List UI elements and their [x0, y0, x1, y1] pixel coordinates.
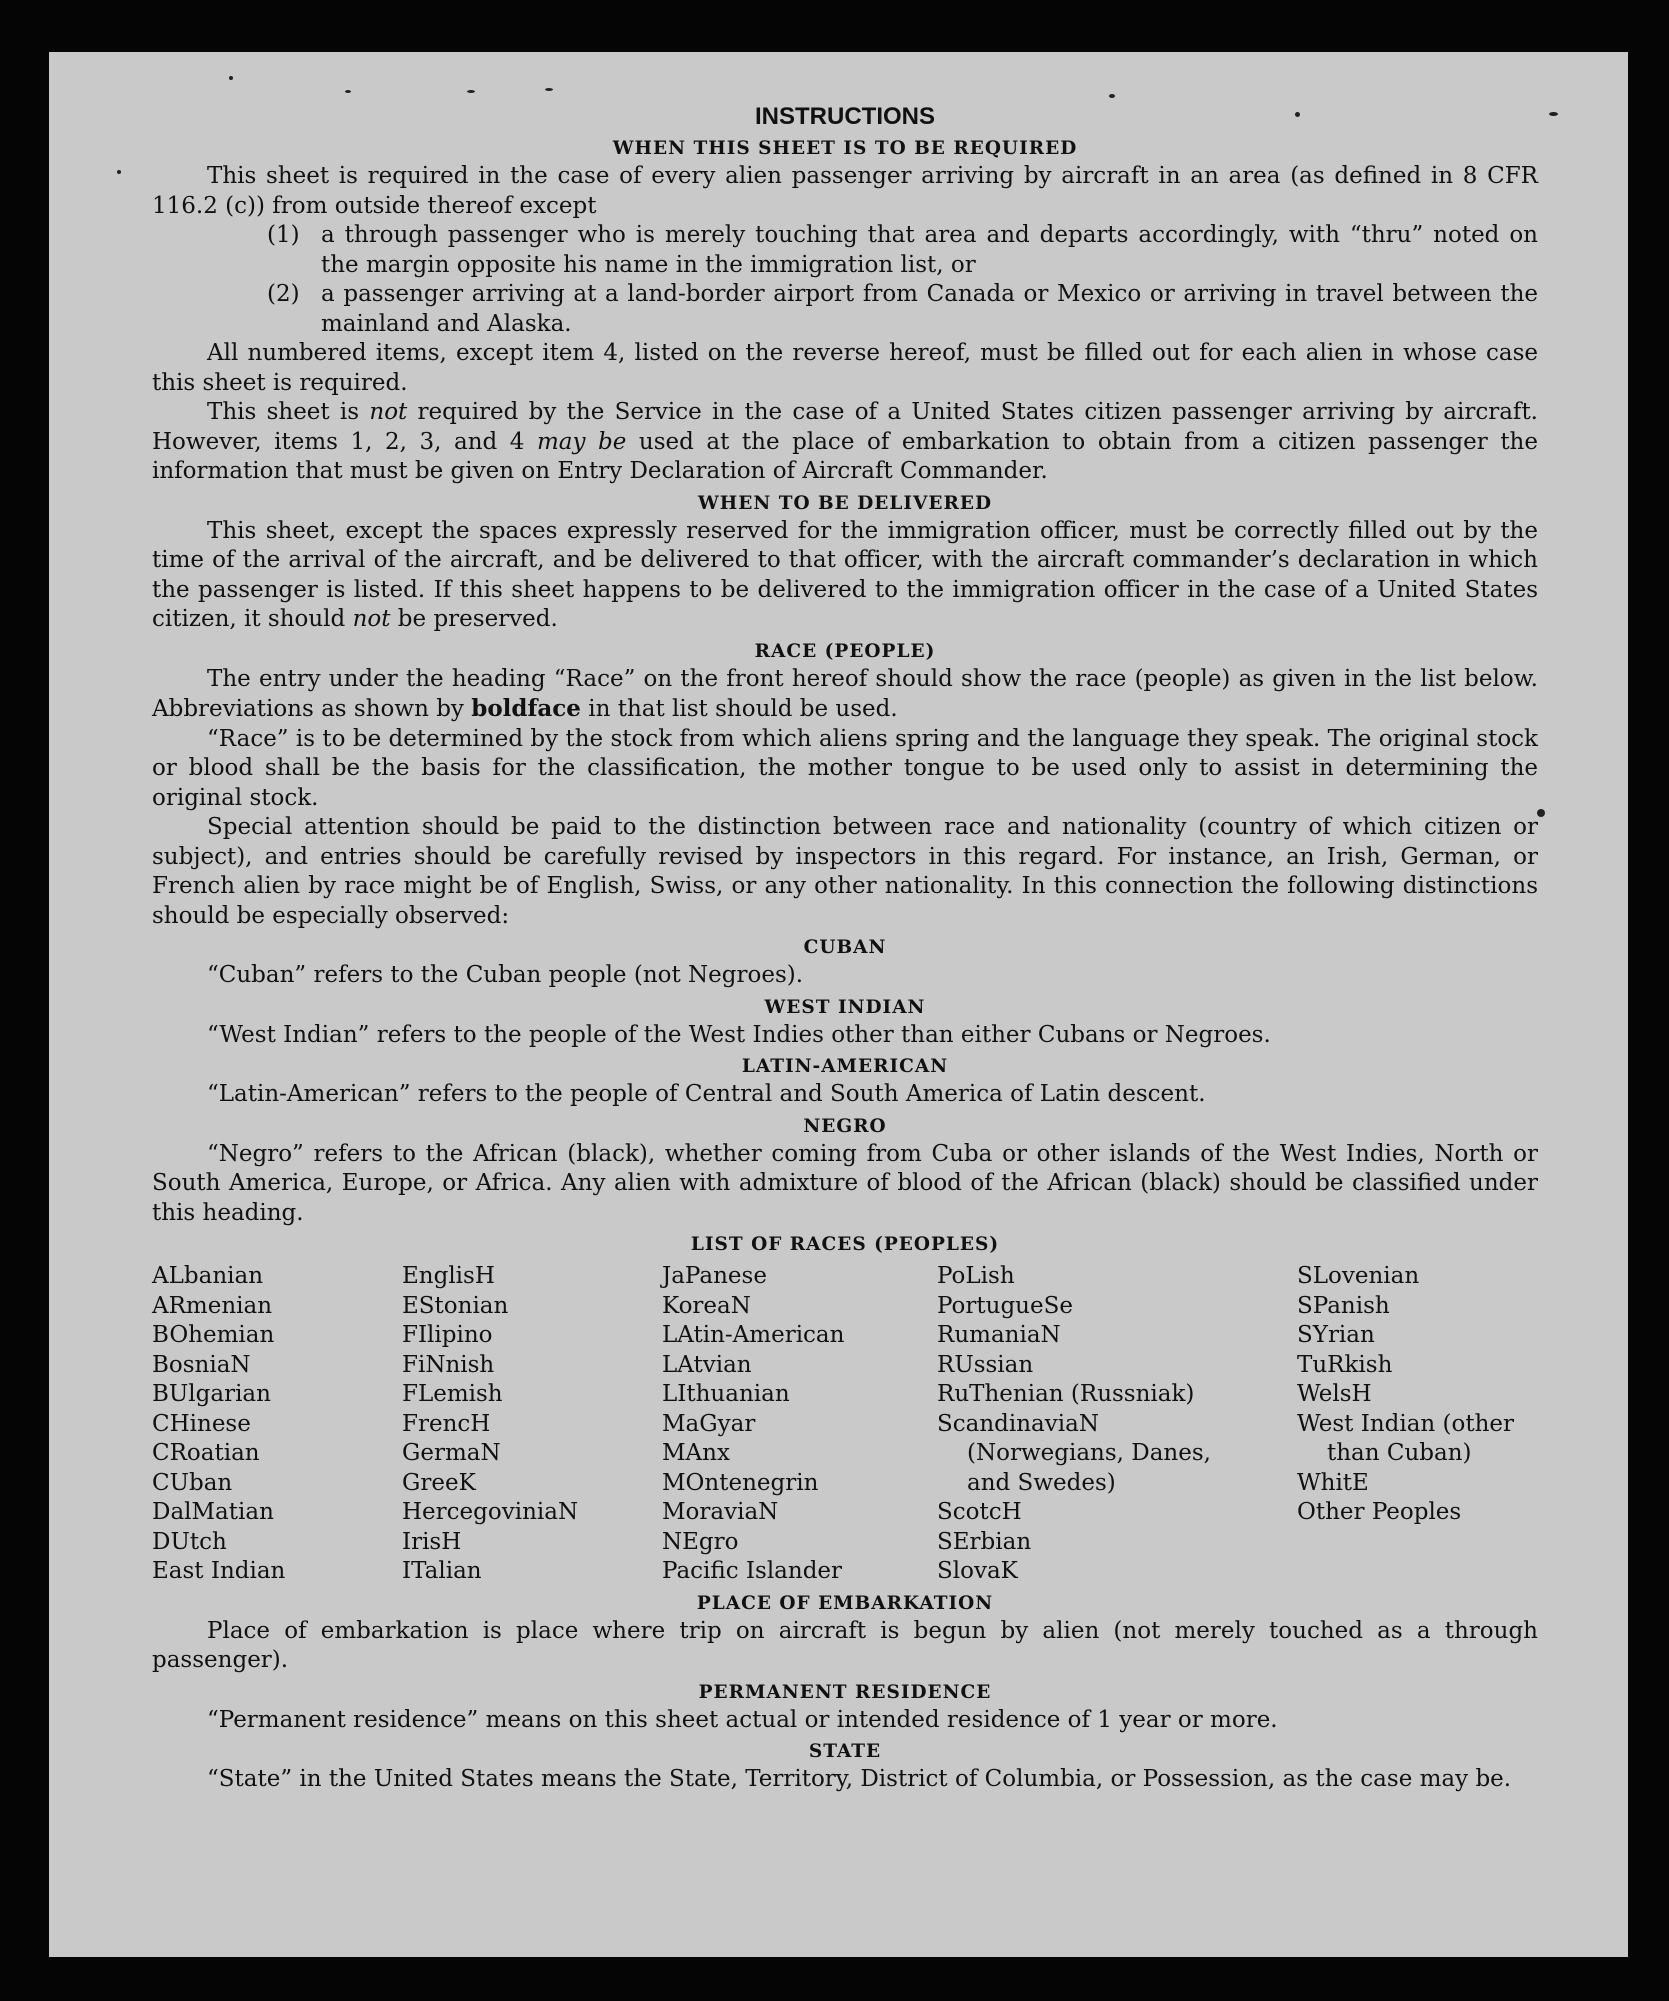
item-text: a through passenger who is merely touching that area and departs accordingly, with “thru” noted on the margin opposite his name in the immigration list, or [321, 222, 1538, 278]
text-run: used at the place of embarkation to obtain from a citizen passenger the information that must be given on Entry Declaration of Aircraft Commander. [152, 428, 1538, 484]
numbered-item [267, 221, 1538, 280]
race-item: JaPanese [662, 1263, 767, 1289]
text-run: This sheet, except the spaces expressly reserved for the immigration officer, must be correctly filled out by the time of the arrival of the aircraft, and be delivered to that officer, with the aircraft commander’s declaration in which the passenger is listed. If this sheet happens to be delivered to the immigration officer in the case of a United States citizen, it should [152, 517, 1538, 632]
negro-text: “Negro” refers to the African (black), whether coming from Cuba or other islands of the West Indies, North or South America, Europe, or Africa. Any alien with admixture of blood of the African (black) should be classified under this heading. [152, 1140, 1538, 1226]
speck [1109, 94, 1115, 98]
race-item: ALbanian [152, 1263, 264, 1289]
race-item: EStonian [402, 1292, 509, 1319]
race-item: WhitE [1297, 1469, 1369, 1496]
heading-state: STATE [808, 1741, 882, 1762]
race-item: FIlipino [402, 1322, 493, 1348]
speck [1537, 809, 1545, 817]
required-para-2: All numbered items, except item 4, listed on the reverse hereof, must be filled out for each alien in whose case this sheet is required. [152, 340, 1538, 396]
race-item: SYrian [1297, 1322, 1375, 1348]
race-item: ScandinaviaN (Norwegians, Danes, and Swedes) [937, 1410, 1211, 1496]
race-item: East Indian [152, 1558, 286, 1584]
heading-race: RACE (PEOPLE) [754, 640, 936, 662]
race-item: DalMatian [152, 1499, 274, 1525]
speck [467, 90, 475, 93]
race-item: ARmenian [152, 1292, 273, 1319]
race-item: KoreaN [662, 1292, 751, 1319]
race-item: SlovaK [937, 1558, 1018, 1584]
race-para-2: “Race” is to be determined by the stock from which aliens spring and the language they speak. The original stock or blood shall be the basis for the classification, the mother tongue to be used only to assist in determining the original stock. [152, 725, 1538, 811]
text-run: This sheet is [207, 399, 370, 425]
text-run: in that list should be used. [580, 696, 898, 722]
race-item: FiNnish [402, 1351, 495, 1378]
race-para-3: Special attention should be paid to the distinction between race and nationality (country of which citizen or subject), and entries should be carefully revised by inspectors in this regard. For instance, an Irish, German, or French alien by race might be of English, Swiss, or any other nationality. In this connection the following distinctions should be especially observed: [152, 814, 1538, 929]
item-number: (1) [267, 222, 300, 248]
race-item: NEgro [662, 1528, 739, 1555]
embarkation-text: Place of embarkation is place where trip on aircraft is begun by alien (not merely touched as a through passenger). [152, 1617, 1538, 1673]
race-list [152, 1262, 1538, 1587]
heading-permanent-residence: PERMANENT RESIDENCE [698, 1681, 992, 1703]
race-item: DUtch [152, 1528, 227, 1555]
race-item: MOntenegrin [662, 1469, 819, 1496]
speck [117, 170, 121, 174]
emphasis: not [369, 399, 408, 425]
item-number: (2) [267, 281, 300, 307]
race-column-4 [937, 1262, 1297, 1587]
required-para-3 [152, 398, 1538, 487]
residence-text: “Permanent residence” means on this sheet actual or intended residence of 1 year or more. [207, 1706, 1278, 1733]
race-item: EnglisH [402, 1263, 495, 1289]
race-item: GreeK [402, 1469, 476, 1496]
text-run: be preserved. [390, 606, 558, 632]
race-column-5 [1297, 1262, 1537, 1587]
race-item: TuRkish [1297, 1351, 1393, 1378]
race-item: FLemish [402, 1381, 503, 1407]
race-item: MAnx [662, 1440, 730, 1466]
latin-american-text: “Latin-American” refers to the people of Central and South America of Latin descent. [207, 1081, 1206, 1107]
race-item: CRoatian [152, 1440, 260, 1466]
text-run: The entry under the heading “Race” on the front hereof should show the race (people) as given in the list below. Abbreviations as shown by [152, 665, 1538, 722]
race-item: BUlgarian [152, 1381, 271, 1407]
document-title: INSTRUCTIONS [755, 103, 935, 130]
race-item: RUssian [937, 1351, 1034, 1378]
numbered-item [267, 280, 1538, 339]
emphasis: not [352, 606, 391, 632]
heading-cuban: CUBAN [803, 937, 887, 958]
race-item: PoLish [937, 1263, 1015, 1289]
race-item: FrencH [402, 1410, 491, 1437]
race-item: CUban [152, 1469, 233, 1496]
race-column-1 [152, 1262, 402, 1587]
race-item: Other Peoples [1297, 1499, 1462, 1525]
heading-negro: NEGRO [803, 1115, 887, 1137]
race-item: CHinese [152, 1410, 251, 1437]
required-intro: This sheet is required in the case of every alien passenger arriving by aircraft in an area (as defined in 8 CFR 116.2 (c)) from outside thereof except [152, 163, 1538, 219]
race-item: West Indian (other than Cuban) [1297, 1410, 1515, 1466]
race-item: SErbian [937, 1528, 1032, 1555]
heading-latin-american: LATIN-AMERICAN [741, 1056, 949, 1077]
race-item: LAtin-American [662, 1322, 845, 1348]
race-item: ITalian [402, 1558, 482, 1584]
delivered-text [152, 517, 1538, 635]
race-column-2 [402, 1262, 662, 1587]
speck [345, 90, 351, 93]
race-item: MoraviaN [662, 1499, 779, 1525]
west-indian-text: “West Indian” refers to the people of the West Indies other than either Cubans or Negroes. [207, 1021, 1271, 1048]
cuban-text: “Cuban” refers to the Cuban people (not Negroes). [207, 962, 804, 988]
heading-list-of-races: LIST OF RACES (PEOPLES) [690, 1234, 1000, 1255]
race-item: RumaniaN [937, 1322, 1061, 1348]
heading-when-delivered: WHEN TO BE DELIVERED [698, 492, 992, 514]
race-item: WelsH [1297, 1381, 1372, 1407]
race-para-1 [152, 665, 1538, 725]
text-run: required by the Service in the case of a United States citizen passenger arriving by aircraft. However, items 1, 2, 3, and 4 [152, 399, 1538, 455]
race-item: ScotcH [937, 1499, 1022, 1525]
document-content [152, 102, 1538, 1795]
emphasis: may be [536, 428, 627, 455]
race-item: LAtvian [662, 1351, 752, 1378]
race-item: LIthuanian [662, 1381, 790, 1407]
race-item: BosniaN [152, 1351, 251, 1378]
race-item: BOhemian [152, 1322, 275, 1348]
speck [1549, 112, 1558, 116]
bold-text: boldface [471, 695, 581, 722]
race-item: HercegoviniaN [402, 1499, 579, 1525]
race-item: GermaN [402, 1440, 501, 1466]
state-text: “State” in the United States means the State, Territory, District of Columbia, or Possession, as the case may be. [207, 1766, 1512, 1792]
heading-when-required: WHEN THIS SHEET IS TO BE REQUIRED [612, 138, 1078, 159]
speck [545, 88, 553, 91]
document-sheet [49, 52, 1628, 1957]
race-item: Pacific Islander [662, 1558, 843, 1584]
heading-place-of-embarkation: PLACE OF EMBARKATION [696, 1592, 994, 1614]
item-text: a passenger arriving at a land-border airport from Canada or Mexico or arriving in travel between the mainland and Alaska. [321, 281, 1538, 337]
race-item: MaGyar [662, 1410, 756, 1437]
heading-west-indian: WEST INDIAN [764, 996, 926, 1018]
race-item: SPanish [1297, 1292, 1390, 1319]
race-item: SLovenian [1297, 1263, 1420, 1289]
race-item: RuThenian (Russniak) [937, 1381, 1195, 1407]
race-item: IrisH [402, 1528, 462, 1555]
speck [229, 76, 233, 80]
race-column-3 [662, 1262, 937, 1587]
race-item: PortugueSe [937, 1292, 1073, 1319]
